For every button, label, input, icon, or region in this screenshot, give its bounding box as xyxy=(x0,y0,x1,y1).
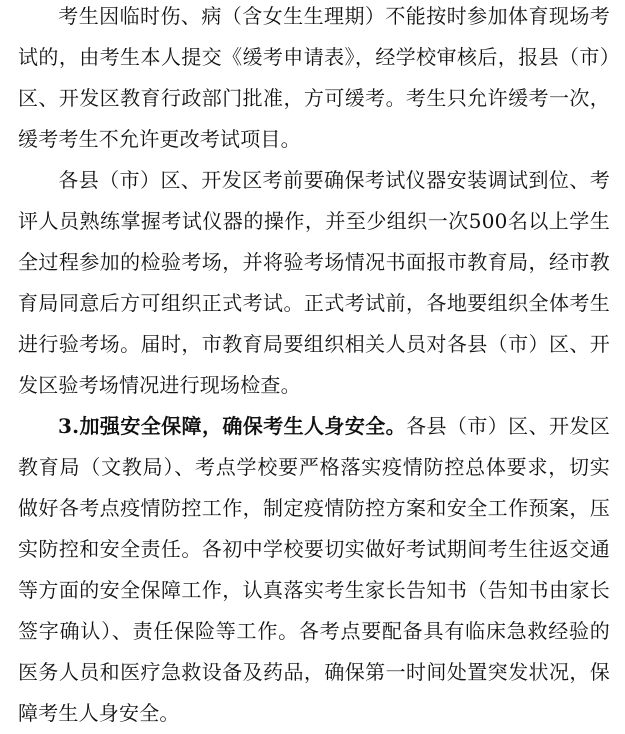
paragraph-text: 考生因临时伤、病（含女生生理期）不能按时参加体育现场考试的，由考生本人提交《缓考申请表》，经学校审核后，报县（市）区、开发区教育行政部门批准，方可缓考。考生只允许缓考一次，缓考考生不允许更改考试项目。 xyxy=(18,4,610,151)
paragraph-venue-check xyxy=(18,160,610,406)
paragraph-deferred-exam xyxy=(18,0,610,160)
paragraph-text: 各县（市）区、开发区考前要确保考试仪器安装调试到位、考评人员熟练掌握考试仪器的操作，并至少组织一次500名以上学生全过程参加的检验考场，并将验考场情况书面报市教育局，经市教育局同意后方可组织正式考试。正式考试前，各地要组织全体考生进行验考场。届时，市教育局要组织相关人员对各县（市）区、开发区验考场情况进行现场检查。 xyxy=(18,168,610,397)
paragraph-text: 各县（市）区、开发区教育局（文教局）、考点学校要严格落实疫情防控总体要求，切实做好各考点疫情防控工作，制定疫情防控方案和安全工作预案，压实防控和安全责任。各初中学校要切实做好考试期间考生往返交通等方面的安全保障工作，认真落实考生家长告知书（告知书由家长签字确认）、责任保险等工作。各考点要配备具有临床急救经验的医务人员和医疗急救设备及药品，确保第一时间处置突发状况，保障考生人身安全。 xyxy=(18,414,611,725)
section-heading: 3.加强安全保障，确保考生人身安全。 xyxy=(58,414,407,438)
paragraph-safety xyxy=(18,406,610,734)
